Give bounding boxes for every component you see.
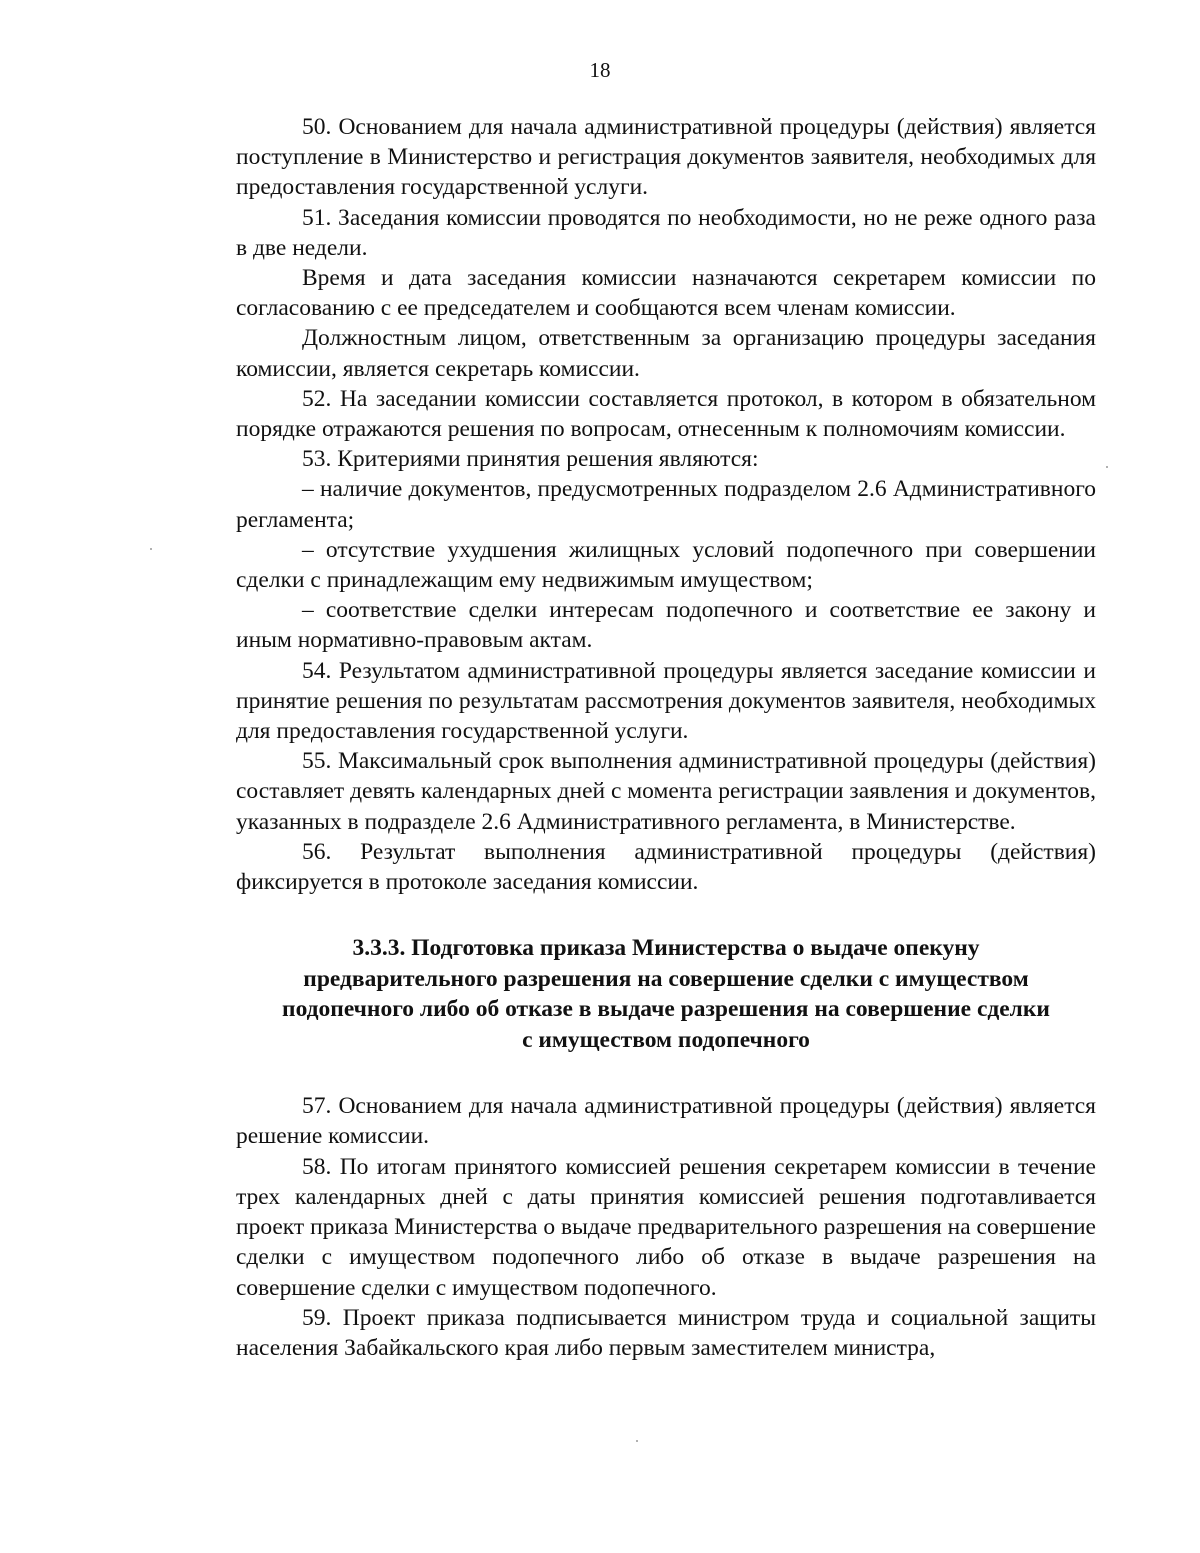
paragraph-55: 55. Максимальный срок выполнения административной процедуры (действия) составляет девять календарных дней с момента регистрации заявления и документов, указанных в подразделе 2.6 Административного регламента, в Министерстве. xyxy=(236,748,1096,835)
scan-speck xyxy=(636,1440,638,1442)
paragraph-58: 58. По итогам принятого комиссией решения секретарем комиссии в течение трех календарных дней с даты принятия комиссией решения подготавливается проект приказа Министерства о выдаче предварительного разрешения на совершение сделки с имуществом подопечного либо об отказе в выдаче разрешения на совершение сделки с имуществом подопечного. xyxy=(236,1153,1096,1301)
criteria-item-documents: – наличие документов, предусмотренных подразделом 2.6 Административного регламента; xyxy=(236,476,1096,533)
scan-speck xyxy=(1106,466,1108,468)
paragraph-52: 52. На заседании комиссии составляется протокол, в котором в обязательном порядке отражаются решения по вопросам, отнесенным к полномочиям комиссии. xyxy=(236,385,1096,443)
section-heading-line: 3.3.3. Подготовка приказа Министерства о выдаче опекуну xyxy=(352,935,980,962)
paragraph-53: 53. Критериями принятия решения являются: xyxy=(302,446,759,473)
paragraph-51: 51. Заседания комиссии проводятся по необходимости, но не реже одного раза в две недели. xyxy=(236,204,1096,261)
section-heading-3-3-3 xyxy=(236,933,1096,1055)
section-heading-line: предварительного разрешения на совершение сделки с имуществом xyxy=(303,965,1029,992)
paragraph-59: 59. Проект приказа подписывается министром труда и социальной защиты населения Забайкальского края либо первым заместителем министра, xyxy=(236,1304,1096,1361)
section-heading-line: подопечного либо об отказе в выдаче разрешения на совершение сделки xyxy=(282,996,1050,1023)
paragraph-responsible-official: Должностным лицом, ответственным за организацию процедуры заседания комиссии, является секретарь комиссии. xyxy=(236,325,1096,382)
scan-speck xyxy=(150,548,152,550)
page-number: 18 xyxy=(589,58,611,82)
paragraph-56: 56. Результат выполнения административной процедуры (действия) фиксируется в протоколе заседания комиссии. xyxy=(236,838,1096,896)
paragraph-meeting-time: Время и дата заседания комиссии назначаются секретарем комиссии по согласованию с ее председателем и сообщаются всем членам комиссии. xyxy=(236,265,1096,322)
document-body xyxy=(236,112,1096,1363)
criteria-item-compliance: – соответствие сделки интересам подопечного и соответствие ее закону и иным нормативно-правовым актам. xyxy=(236,597,1096,654)
section-heading-line: с имуществом подопечного xyxy=(522,1026,810,1053)
paragraph-54: 54. Результатом административной процедуры является заседание комиссии и принятие решения по результатам рассмотрения документов заявителя, необходимых для предоставления государственной услуги. xyxy=(236,657,1096,745)
criteria-item-housing: – отсутствие ухудшения жилищных условий подопечного при совершении сделки с принадлежащим ему недвижимым имуществом; xyxy=(236,536,1096,594)
paragraph-57: 57. Основанием для начала административной процедуры (действия) является решение комиссии. xyxy=(236,1093,1096,1150)
paragraph-50: 50. Основанием для начала административной процедуры (действия) является поступление в Министерство и регистрация документов заявителя, необходимых для предоставления государственной услуги. xyxy=(236,114,1096,201)
